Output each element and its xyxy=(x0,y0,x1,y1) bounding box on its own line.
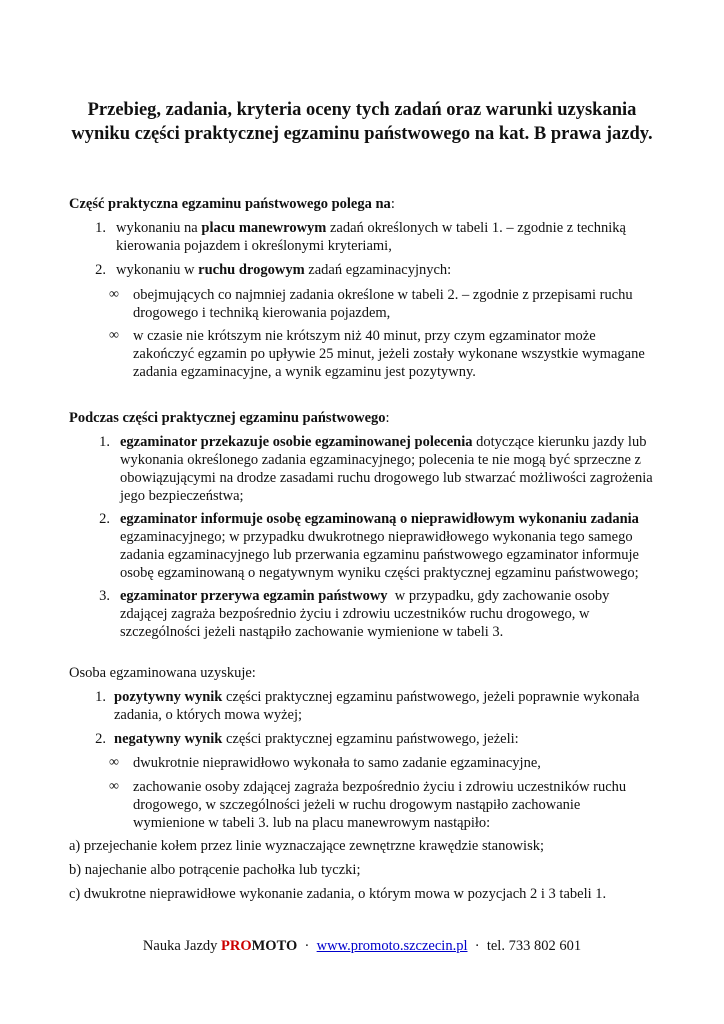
section2-item1-line1: egzaminator przekazuje osobie egzaminowanej polecenia dotyczące kierunku jazdy lub xyxy=(120,434,647,450)
section1-bullet2-line2: zakończyć egzamin po upływie 25 minut, jeżeli zostały wykonane wszystkie wymagane xyxy=(133,346,645,362)
section2-item2-line2: egzaminacyjnego; w przypadku dwukrotnego nieprawidłowego wykonania tego samego xyxy=(120,529,633,545)
section2-item1-line2: wykonania określonego zadania egzaminacyjnego; polecenia te nie mogą być sprzeczne z xyxy=(120,452,641,468)
section3-point-b: b) najechanie albo potrącenie pachołka lub tyczki; xyxy=(69,862,361,878)
section1-bullet1-line2: drogowego i techniką kierowania pojazdem, xyxy=(133,305,391,321)
section3-point-c: c) dwukrotne nieprawidłowe wykonanie zadania, o którym mowa w pozycjach 2 i 3 tabeli 1. xyxy=(69,886,607,902)
section1-item1: wykonaniu na placu manewrowym zadań określonych w tabeli 1. – zgodnie z techniką xyxy=(116,220,626,236)
section3-item2-number: 2. xyxy=(95,731,106,747)
section2-item2-line3: zadania egzaminacyjnego lub przerwania egzaminu państwowego egzaminator informuje xyxy=(120,547,639,563)
section2-item3-line1: egzaminator przerywa egzamin państwowy w przypadku, gdy zachowanie osoby xyxy=(120,588,610,604)
section1-bullet2-line3: zadania egzaminacyjne, a wynik egzaminu jest pozytywny. xyxy=(133,364,476,380)
page-footer xyxy=(0,938,724,955)
section2-item2-line4: osobę egzaminowaną o negatywnym wyniku części praktycznej egzaminu państwowego; xyxy=(120,565,639,581)
section1-bullet2-line1: w czasie nie krótszym nie krótszym niż 40 minut, przy czym egzaminator może xyxy=(133,328,596,344)
section2-item2-number: 2. xyxy=(99,511,110,527)
section3-item1-number: 1. xyxy=(95,689,106,705)
footer-phone: tel. 733 802 601 xyxy=(486,938,582,954)
section1-item1-number: 1. xyxy=(95,220,106,236)
section3-bullet1: dwukrotnie nieprawidłowo wykonała to samo zadanie egzaminacyjne, xyxy=(133,755,541,771)
section1-item2-number: 2. xyxy=(95,262,106,278)
footer-separator: · xyxy=(297,938,317,954)
section1-item2: wykonaniu w ruchu drogowym zadań egzaminacyjnych: xyxy=(116,262,452,278)
section3-point-a: a) przejechanie kołem przez linie wyznaczające zewnętrzne krawędzie stanowisk; xyxy=(69,838,545,854)
footer-website-link[interactable]: www.promoto.szczecin.pl xyxy=(316,938,468,954)
section3-item1-line2: zadania, o których mowa wyżej; xyxy=(114,707,303,723)
section2-item3-line2: zdającej zagraża bezpośrednio życiu i zdrowiu uczestników ruchu drogowego, w xyxy=(120,606,590,622)
section2-item1-line4: jego bezpieczeństwa; xyxy=(120,488,244,504)
infinity-bullet-icon: ∞ xyxy=(109,755,119,770)
section3-bullet2-line1: zachowanie osoby zdającej zagraża bezpośrednio życiu i zdrowiu uczestników ruchu xyxy=(133,779,627,795)
section3-item1-line1: pozytywny wynik części praktycznej egzaminu państwowego, jeżeli poprawnie wykonała xyxy=(114,689,640,705)
section3-bullet2-line2: drogowego, w szczególności jeżeli w ruchu drogowym nastąpiło zachowanie xyxy=(133,797,581,813)
infinity-bullet-icon: ∞ xyxy=(109,779,119,794)
footer-separator: · xyxy=(467,938,487,954)
section2-heading: Podczas części praktycznej egzaminu państwowego: xyxy=(69,410,390,426)
section3-item2-line1: negatywny wynik części praktycznej egzaminu państwowego, jeżeli: xyxy=(114,731,519,747)
footer-brand-pro: PRO xyxy=(221,938,252,954)
footer-prefix: Nauka Jazdy xyxy=(142,938,222,954)
section2-item2-line1: egzaminator informuje osobę egzaminowaną o nieprawidłowym wykonaniu zadania xyxy=(120,511,639,527)
infinity-bullet-icon: ∞ xyxy=(109,287,119,302)
title-line-1: Przebieg, zadania, kryteria oceny tych zadań oraz warunki uzyskania xyxy=(87,100,637,120)
section3-bullet2-line3: wymienione w tabeli 3. lub na placu manewrowym nastąpiło: xyxy=(133,815,491,831)
section2-item1-line3: obowiązującymi na drodze zasadami ruchu drogowego lub stwarzać możliwości zagrożenia xyxy=(120,470,653,486)
footer-brand-moto: MOTO xyxy=(251,938,298,954)
section1-item1-line2: kierowania pojazdem i określonymi kryteriami, xyxy=(116,238,392,254)
section2-item3-number: 3. xyxy=(99,588,110,604)
section1-bullet1-line1: obejmujących co najmniej zadania określone w tabeli 2. – zgodnie z przepisami ruchu xyxy=(133,287,633,303)
title-line-2: wyniku części praktycznej egzaminu państwowego na kat. B prawa jazdy. xyxy=(71,124,653,144)
section3-heading: Osoba egzaminowana uzyskuje: xyxy=(69,665,256,681)
document-title xyxy=(40,98,684,146)
infinity-bullet-icon: ∞ xyxy=(109,328,119,343)
section1-heading: Część praktyczna egzaminu państwowego polega na: xyxy=(69,196,395,212)
section2-item3-line3: szczególności jeżeli nastąpiło zachowanie wymienione w tabeli 3. xyxy=(120,624,504,640)
section2-item1-number: 1. xyxy=(99,434,110,450)
